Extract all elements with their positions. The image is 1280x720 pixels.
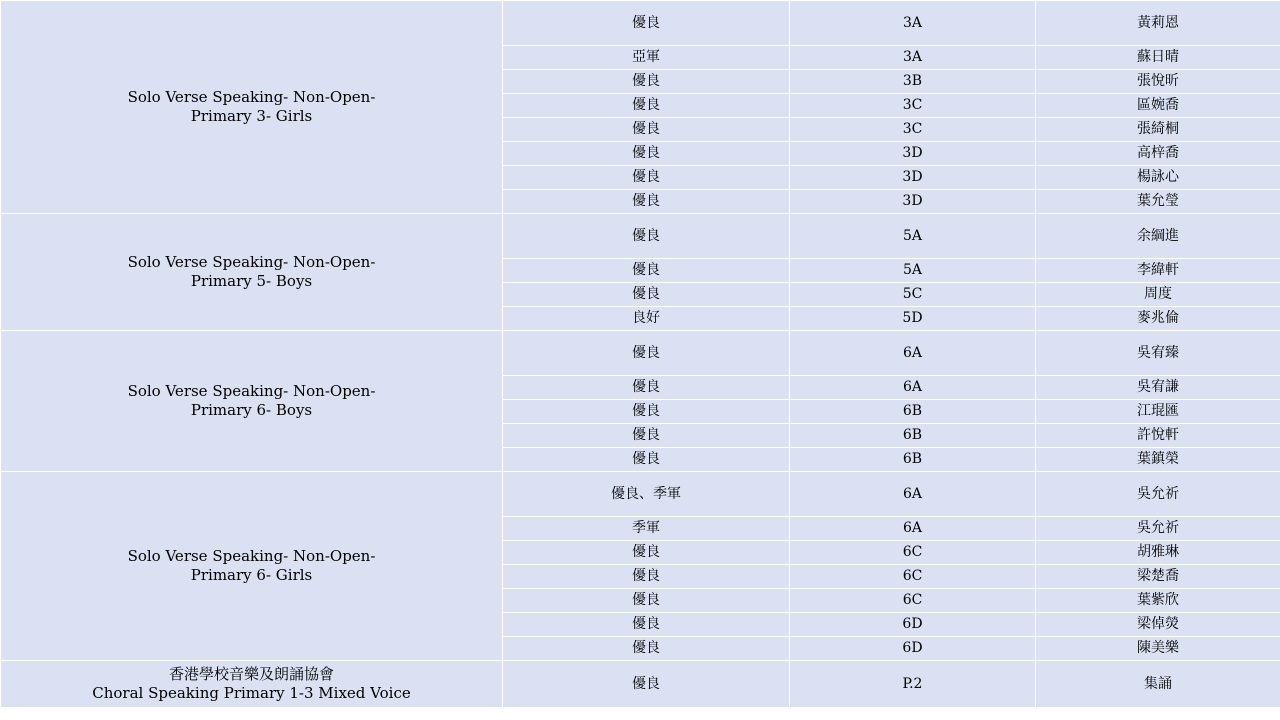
award-cell: 優良 bbox=[503, 190, 790, 214]
class-cell: 6C bbox=[790, 589, 1036, 613]
class-cell: 5D bbox=[790, 307, 1036, 331]
student-name-cell: 高梓喬 bbox=[1036, 142, 1280, 166]
student-name-cell: 吳允祈 bbox=[1036, 472, 1280, 517]
class-cell: 6A bbox=[790, 331, 1036, 376]
award-cell: 優良 bbox=[503, 118, 790, 142]
award-cell: 亞軍 bbox=[503, 46, 790, 70]
student-name-cell: 梁楚喬 bbox=[1036, 565, 1280, 589]
student-name-cell: 吳宥謙 bbox=[1036, 376, 1280, 400]
student-name-cell: 葉紫欣 bbox=[1036, 589, 1280, 613]
class-cell: 3D bbox=[790, 142, 1036, 166]
category-line-1: 香港學校音樂及朗誦協會 bbox=[168, 665, 334, 683]
category-line-1: Solo Verse Speaking- Non-Open- bbox=[127, 382, 376, 400]
student-name-cell: 黃莉恩 bbox=[1036, 1, 1280, 46]
category-line-2: Primary 6- Girls bbox=[190, 566, 313, 584]
category-line-2: Primary 5- Boys bbox=[190, 272, 313, 290]
student-name-cell: 梁倬熒 bbox=[1036, 613, 1280, 637]
award-cell: 良好 bbox=[503, 307, 790, 331]
class-cell: 6A bbox=[790, 472, 1036, 517]
class-cell: 5C bbox=[790, 283, 1036, 307]
class-cell: 3D bbox=[790, 190, 1036, 214]
award-cell: 優良 bbox=[503, 94, 790, 118]
class-cell: 6D bbox=[790, 637, 1036, 661]
category-line-2: Choral Speaking Primary 1-3 Mixed Voice bbox=[92, 684, 411, 702]
table-row bbox=[1, 472, 1280, 517]
class-cell: 5A bbox=[790, 259, 1036, 283]
category-cell bbox=[1, 1, 503, 214]
table-row bbox=[1, 214, 1280, 259]
award-cell: 優良 bbox=[503, 661, 790, 708]
award-cell: 優良 bbox=[503, 259, 790, 283]
student-name-cell: 葉鎮榮 bbox=[1036, 448, 1280, 472]
class-cell: 6B bbox=[790, 424, 1036, 448]
student-name-cell: 張綺桐 bbox=[1036, 118, 1280, 142]
award-cell: 優良 bbox=[503, 70, 790, 94]
student-name-cell: 余綱進 bbox=[1036, 214, 1280, 259]
award-cell: 優良 bbox=[503, 331, 790, 376]
class-cell: 6B bbox=[790, 400, 1036, 424]
award-cell: 季軍 bbox=[503, 517, 790, 541]
category-cell bbox=[1, 331, 503, 472]
student-name-cell: 楊詠心 bbox=[1036, 166, 1280, 190]
award-cell: 優良 bbox=[503, 376, 790, 400]
student-name-cell: 蘇日晴 bbox=[1036, 46, 1280, 70]
class-cell: 3D bbox=[790, 166, 1036, 190]
class-cell: 3C bbox=[790, 118, 1036, 142]
class-cell: 5A bbox=[790, 214, 1036, 259]
award-cell: 優良 bbox=[503, 214, 790, 259]
student-name-cell: 許悅軒 bbox=[1036, 424, 1280, 448]
table-row bbox=[1, 331, 1280, 376]
student-name-cell: 陳美樂 bbox=[1036, 637, 1280, 661]
category-line-1: Solo Verse Speaking- Non-Open- bbox=[127, 88, 376, 106]
class-cell: 3C bbox=[790, 94, 1036, 118]
class-cell: 6D bbox=[790, 613, 1036, 637]
class-cell: 6B bbox=[790, 448, 1036, 472]
student-name-cell: 李緯軒 bbox=[1036, 259, 1280, 283]
class-cell: 6C bbox=[790, 541, 1036, 565]
category-cell bbox=[1, 472, 503, 661]
award-cell: 優良 bbox=[503, 1, 790, 46]
student-name-cell: 吳允祈 bbox=[1036, 517, 1280, 541]
category-line-1: Solo Verse Speaking- Non-Open- bbox=[127, 253, 376, 271]
award-cell: 優良 bbox=[503, 541, 790, 565]
award-cell: 優良、季軍 bbox=[503, 472, 790, 517]
class-cell: P.2 bbox=[790, 661, 1036, 708]
student-name-cell: 麥兆倫 bbox=[1036, 307, 1280, 331]
category-line-1: Solo Verse Speaking- Non-Open- bbox=[127, 547, 376, 565]
award-cell: 優良 bbox=[503, 424, 790, 448]
award-cell: 優良 bbox=[503, 142, 790, 166]
award-cell: 優良 bbox=[503, 589, 790, 613]
class-cell: 6A bbox=[790, 517, 1036, 541]
award-cell: 優良 bbox=[503, 400, 790, 424]
award-cell: 優良 bbox=[503, 166, 790, 190]
category-cell bbox=[1, 214, 503, 331]
class-cell: 6A bbox=[790, 376, 1036, 400]
student-name-cell: 葉允瑩 bbox=[1036, 190, 1280, 214]
award-cell: 優良 bbox=[503, 637, 790, 661]
student-name-cell: 周度 bbox=[1036, 283, 1280, 307]
student-name-cell: 吳宥臻 bbox=[1036, 331, 1280, 376]
award-cell: 優良 bbox=[503, 613, 790, 637]
class-cell: 3A bbox=[790, 46, 1036, 70]
student-name-cell: 張悅昕 bbox=[1036, 70, 1280, 94]
class-cell: 3A bbox=[790, 1, 1036, 46]
table-row bbox=[1, 1, 1280, 46]
class-cell: 3B bbox=[790, 70, 1036, 94]
award-cell: 優良 bbox=[503, 565, 790, 589]
student-name-cell: 區婉喬 bbox=[1036, 94, 1280, 118]
award-cell: 優良 bbox=[503, 448, 790, 472]
student-name-cell: 江琨匯 bbox=[1036, 400, 1280, 424]
category-line-2: Primary 6- Boys bbox=[190, 401, 313, 419]
award-cell: 優良 bbox=[503, 283, 790, 307]
student-name-cell: 胡雅琳 bbox=[1036, 541, 1280, 565]
category-line-2: Primary 3- Girls bbox=[190, 107, 313, 125]
category-cell bbox=[1, 661, 503, 708]
table-row bbox=[1, 661, 1280, 708]
class-cell: 6C bbox=[790, 565, 1036, 589]
student-name-cell: 集誦 bbox=[1036, 661, 1280, 708]
